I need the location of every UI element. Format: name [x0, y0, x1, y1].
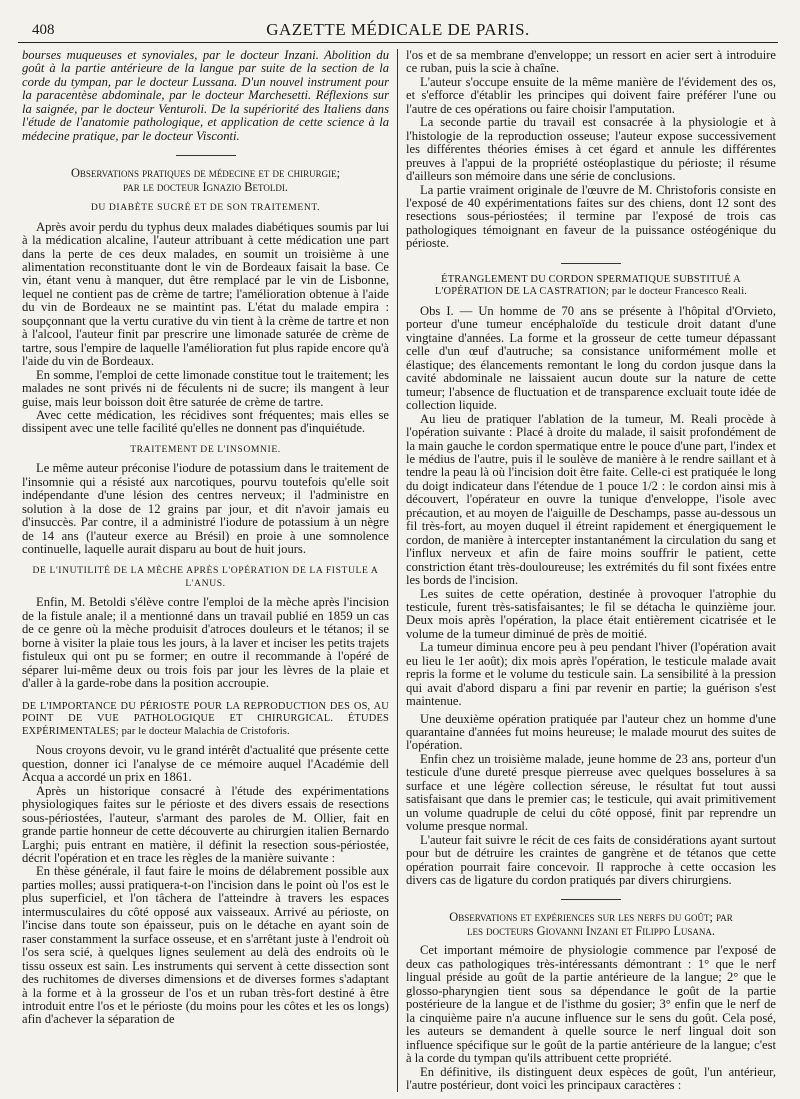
paragraph: Enfin, M. Betoldi s'élève contre l'emploi de la mèche après l'incision de la fistule anale; il a mentionné dans un travail publié en 1859 un cas de ce genre où la mèche produisit d'atroces douleurs et le tétanos; il se borne à visiter la plaie tous les jours, à la laver et inciser les petits trajets fistuleux qui ont pu se former; en outre il recommande à l'opéré de séparer lui-même deux ou trois fois par jour les lèvres de la plaie et d'aller à la garde-robe dans la position accroupie.	[22, 595, 389, 691]
right-column	[398, 49, 778, 1092]
paragraph: Nous croyons devoir, vu le grand intérêt d'actualité que présente cette question, donner ici l'analyse de ce mémoire auquel l'Académie dell Acqua a accordé un prix en 1861.	[22, 743, 389, 785]
text-columns	[18, 49, 778, 1092]
paragraph: L'auteur s'occupe ensuite de la même manière de l'évidement des os, et s'efforce d'établir les principes qui doivent faire préférer l'une ou l'autre de ces opérations ou faire choisir l'amputation.	[406, 74, 776, 116]
paragraph: Une deuxième opération pratiquée par l'auteur chez un homme d'une quarantaine d'années fut moins heureuse; le malade mourut des suites de l'opération.	[406, 711, 776, 753]
section-heading: DE L'INUTILITÉ DE LA MÈCHE APRÈS L'OPÉRATION DE LA FISTULE A L'ANUS.	[32, 564, 379, 589]
paragraph: En thèse générale, il faut faire le moins de délabrement possible aux parties molles; aussi pratiquera-t-on l'incision dans le point où l'os est le plus superficiel, et l'on tâchera de l'atteindre à travers les espaces intermusculaires du côté opposé aux vaisseaux. Arrivé au périoste, on l'incise dans toute son épaisseur, puis on le détache en ayant soin de raser constamment la surface osseuse, et en s'arrêtant juste à l'endroit où l'os sera scié, à quelques lignes seulement au delà des endroits où le tissu osseux est sain. Les instruments qui servent à cette dissection sont des ruchitomes de diverses dimensions et de diverses formes s'adaptant à la forme et à la grosseur de l'os et un ruban très-fort destiné à être introduit entre l'os et le périoste (du moins pour les côtes et les os longs) afin d'achever la séparation de	[22, 864, 389, 1027]
intro-paragraph: bourses muqueuses et synoviales, par le docteur Inzani. Abolition du goût à la partie antérieure de la langue par suite de la section de la corde du tympan, par le docteur Lussana. D'un nouvel instrument pour la paracentèse abdominale, par le docteur Marchesetti. Réflexions sur la saignée, par le docteur Venturoli. De la supériorité des Italiens dans l'étude de l'anatomie pathologique, et application de cette science à la médecine pratique, par le docteur Visconti.	[22, 48, 389, 143]
article-separator	[561, 263, 621, 264]
paragraph: Le même auteur préconise l'iodure de potassium dans le traitement de l'insomnie qui a résisté aux narcotiques, pourvu toutefois qu'elle soit indépendante d'une lésion des centres nerveux; il l'administre en solution à la dose de 12 grains par jour, et dit n'avoir jamais eu d'insuccès. Par contre, il a administré l'iodure de potassium à un nègre de 14 ans (l'auteur exerce au Brésil) en proie à une somnolence continuelle, laquelle aurait disparu au bout de huit jours.	[22, 461, 389, 557]
left-column	[18, 49, 398, 1092]
article-title: Observations et expériences sur les nerfs du goût; par les docteurs Giovanni Inzani et Filippo Lusana.	[449, 910, 733, 939]
paragraph: La seconde partie du travail est consacrée à la physiologie et à l'histologie de la reproduction osseuse; l'auteur expose successivement les différentes théories émises à cet égard et annule les différentes preuves à l'appui de la propriété ostéoplastique du périoste; il résume d'ailleurs son mémoire dans une série de conclusions.	[406, 115, 776, 184]
running-title: GAZETTE MÉDICALE DE PARIS.	[266, 20, 530, 39]
paragraph: Cet important mémoire de physiologie commence par l'exposé de deux cas pathologiques très-intéressants démontrant : 1° que le nerf lingual préside au goût de la partie antérieure de la langue; 2° que le glosso-pharyngien tient sous sa dépendance le goût de la partie postérieure de la langue et de l'isthme du gosier; 3° enfin que le nerf de la cinquième paire n'a aucune influence sur le sens du goût. Cela posé, les auteurs se demandent à quelle source le nerf lingual doit son influence spécifique sur le goût de la partie antérieure de la langue; c'est à la corde du tympan qu'ils attribuent cette propriété.	[406, 943, 776, 1066]
paragraph: Au lieu de pratiquer l'ablation de la tumeur, M. Reali procède à l'opération suivante : Placé à droite du malade, il saisit profondément de la main gauche le cordon spermatique entre le pouce d'une part, l'index et le médius de l'autre, puis il le soulève de manière à le rendre saillant et à tendre la peau là où l'incision doit être faite. Celle-ci est pratiquée le long du doigt indicateur dans l'étendue de 1 pouce 1/2 : le cordon ainsi mis à découvert, l'opérateur en ouvre la tunique d'enveloppe, l'isole avec précaution, et au moyen de l'aiguille de Deschamps, passe au-dessous un fil très-fort, au moyen duquel il étreint rapidement et énergiquement le cordon, de manière à intercepter instantanément la circulation du sang et l'influx nerveux et afin de faire moins souffrir le patient, cette constriction étant très-douloureuse; les extrémités du fil sont fixées entre les bords de l'incision.	[406, 411, 776, 588]
paragraph: La partie vraiment originale de l'œuvre de M. Christoforis consiste en l'exposé de 40 expérimentations faites sur des chiens, dont 12 sont des resections sous-périostées; il termine par l'exposé de trois cas pathologiques témoignant en faveur de la puissance ostéogénique du périoste.	[406, 182, 776, 251]
paragraph: Les suites de cette opération, destinée à provoquer l'atrophie du testicule, furent très-satisfaisantes; le fil se détacha le quinzième jour. Deux mois après l'opération, la place était entièrement cicatrisée et le volume de la tumeur diminué de près de moitié.	[406, 586, 776, 641]
article-separator	[561, 899, 621, 900]
paragraph: Enfin chez un troisième malade, jeune homme de 23 ans, porteur d'un testicule d'une dureté presque pierreuse avec quelques bosselures à sa surface et une légère collection séreuse, le résultat fut tout aussi satisfaisant que dans le premier cas; le testicule, qui avait primitivement un volume quadruple de celui du côté opposé, finit par reprendre un volume presque normal.	[406, 751, 776, 834]
paragraph: L'auteur fait suivre le récit de ces faits de considérations ayant surtout pour but de détruire les craintes de gangrène et de tétanos que cette opération pourrait faire concevoir. Il rapproche à cette occasion les divers cas de ligature du cordon pratiqués par divers chirurgiens.	[406, 832, 776, 888]
section-heading: DU DIABÈTE SUCRÉ ET DE SON TRAITEMENT.	[90, 202, 321, 214]
article-title: ÉTRANGLEMENT DU CORDON SPERMATIQUE SUBSTITUÉ A L'OPÉRATION DE LA CASTRATION; par le docteur Francesco Reali.	[434, 273, 748, 298]
paragraph: Après avoir perdu du typhus deux malades diabétiques soumis par lui à la médication alcaline, l'auteur attribuant à cette médication une part dans la perte de ces deux malades, en soumit un troisième à une alimentation reconstituante dont le vin de Bordeaux faisait la base. Ce vin, étant venu à manquer, dut être remplacé par le vin de Lisbonne, lequel ne contient pas de crème de tartre; l'amélioration obtenue à l'aide du vin de Bordeaux ne se maintint pas. L'état du malade empira : soupçonnant que la vertu curative du vin tient à la crème de tartre et non à l'alcool, l'auteur finit par prescrire une limonade saturée de crème de tartre, sous l'empire de laquelle l'amélioration fut plus rapide encore qu'à l'aide du vin de Bordeaux.	[22, 219, 389, 369]
page-header	[18, 12, 778, 43]
paragraph: La tumeur diminua encore peu à peu pendant l'hiver (l'opération avait eu lieu le 1er août); dix mois après l'opération, le testicule malade avait repris la forme et le volume du testicule sain. La sensibilité à la pression qui avait d'abord disparu a fini par revenir en partie; la guérison s'est maintenue.	[406, 640, 776, 709]
paragraph: Après un historique consacré à l'étude des expérimentations physiologiques faites sur le périoste et des divers essais de resections sous-périostées, l'auteur, s'armant des paroles de M. Ollier, fait en grande partie honneur de cette découverte au chirurgien italien Bernardo Larghi; puis entrant en matière, il définit la resection sous-périostée, décrit l'opération et en trace les règles de la manière suivante :	[22, 783, 389, 865]
article-title: Observations pratiques de médecine et de chirurgie; par le docteur Ignazio Betoldi.	[70, 166, 341, 195]
page-number: 408	[32, 22, 55, 38]
paragraph: En définitive, ils distinguent deux espèces de goût, l'un antérieur, l'autre postérieur, dont voici les principaux caractères :	[406, 1064, 776, 1092]
article-separator	[176, 155, 236, 156]
paragraph: l'os et de sa membrane d'enveloppe; un ressort en acier sert à introduire ce ruban, puis la scie à chaîne.	[406, 48, 776, 76]
article-title: DE L'IMPORTANCE DU PÉRIOSTE POUR LA REPRODUCTION DES OS, AU POINT DE VUE PATHOLOGIQUE ET CHIRURGICAL. ÉTUDES EXPÉRIMENTALES; par le docteur Malachia de Cristoforis.	[22, 700, 389, 737]
section-heading: TRAITEMENT DE L'INSOMNIE.	[130, 443, 281, 455]
paragraph: En somme, l'emploi de cette limonade constitue tout le traitement; les malades ne sont privés ni de féculents ni de sucre; ils mangent à leur guise, mais leur boisson doit être saturée de crème de tartre.	[22, 367, 389, 409]
paragraph: Obs I. — Un homme de 70 ans se présente à l'hôpital d'Orvieto, porteur d'une tumeur encéphaloïde du testicule droit datant d'une vingtaine d'années. La forme et la grosseur de cette tumeur dépassant celle d'un œuf d'autruche; sa consistance uniformément molle et élastique; des élancements remontant le long du cordon jusque dans la cavité abdominale ne laissaient aucun doute sur la nature de cette tumeur; l'absence de fluctuation et de transparence excluait toute idée de collection liquide.	[406, 303, 776, 413]
paragraph: Avec cette médication, les récidives sont fréquentes; mais elles se dissipent avec une telle facilité qu'elles ne donnent pas d'inquiétude.	[22, 407, 389, 436]
